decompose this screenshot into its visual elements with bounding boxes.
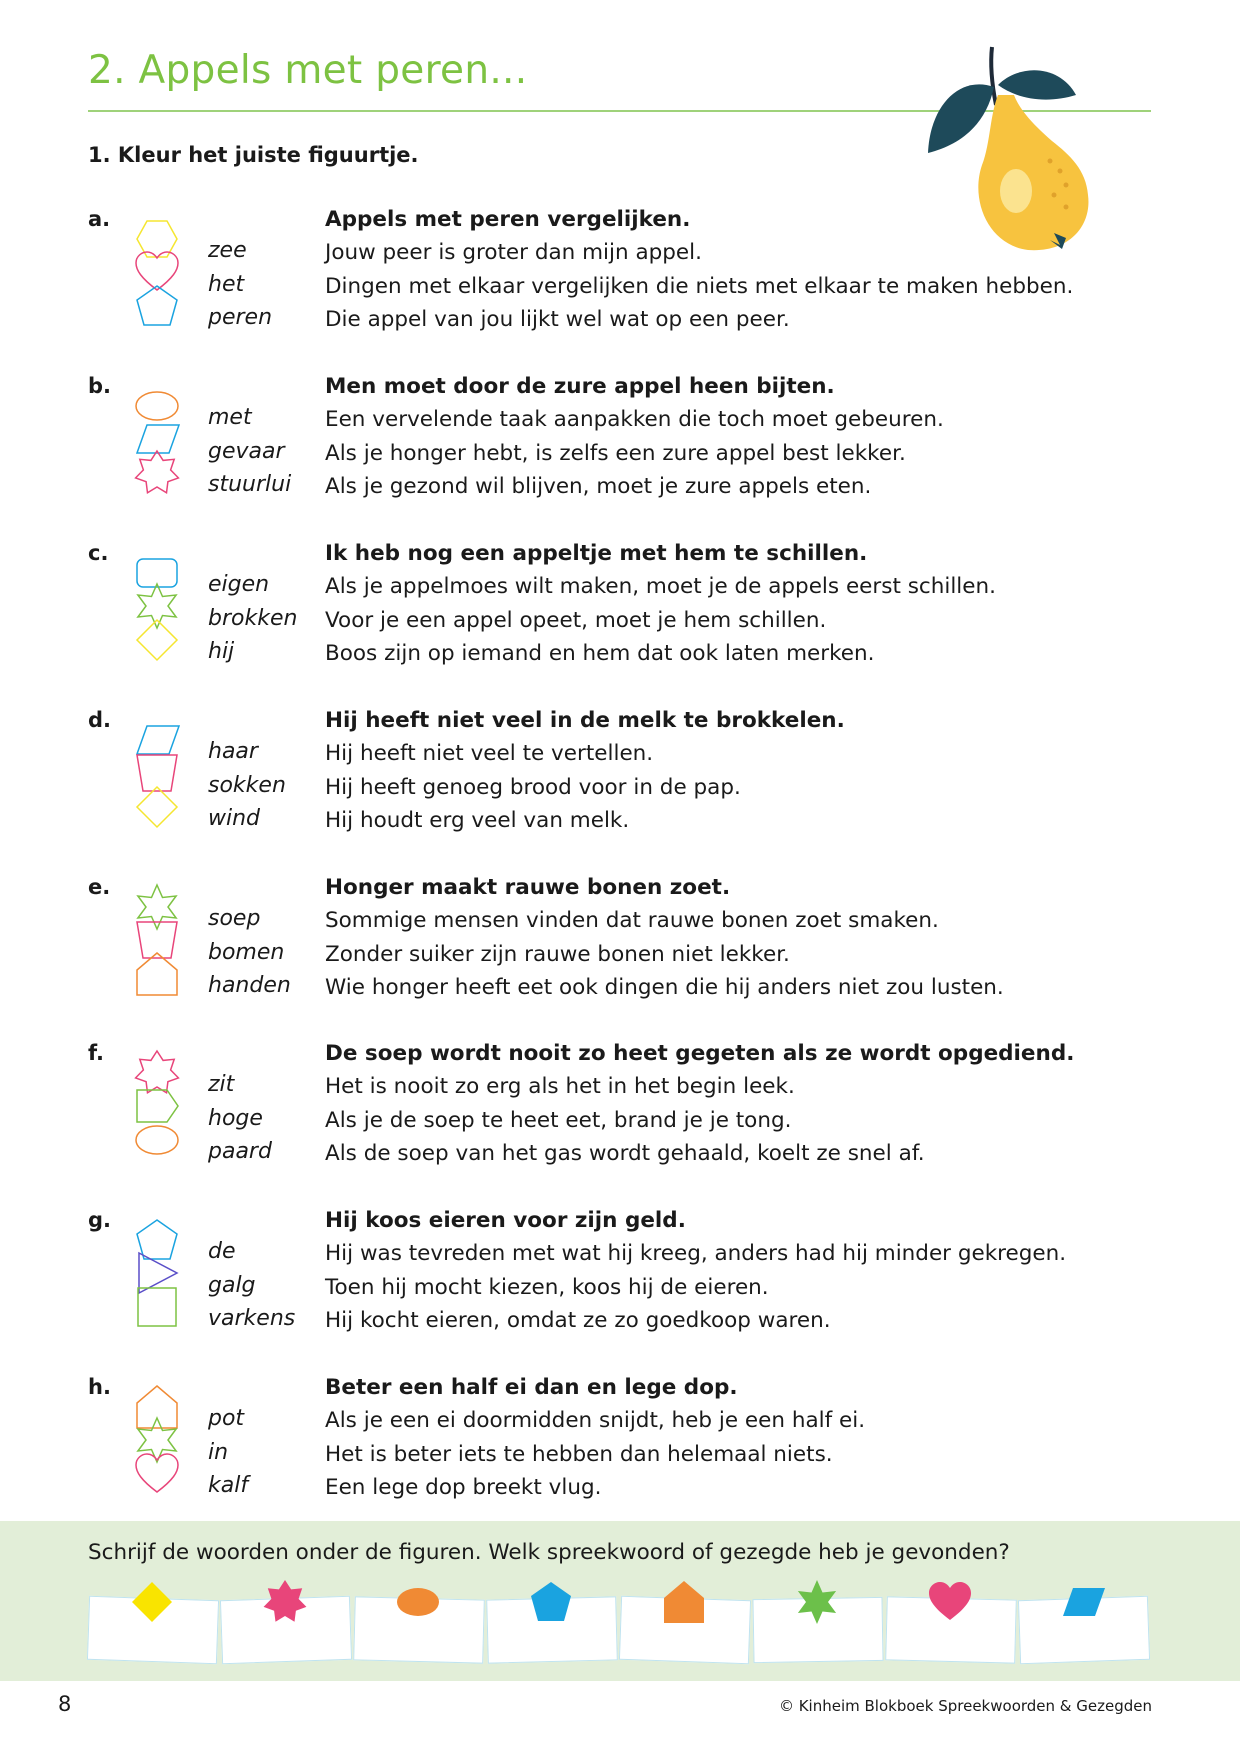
exercise-d: [88, 708, 1168, 878]
parallelogram-icon: [1059, 1578, 1107, 1626]
meaning-option: Hij kocht eieren, omdat ze zo goedkoop waren.: [325, 1307, 831, 1333]
answer-word: sokken: [208, 772, 286, 798]
meaning-option: Boos zijn op iemand en hem dat ook laten merken.: [325, 640, 875, 666]
answer-word: zit: [208, 1072, 235, 1098]
answer-word: stuurlui: [208, 471, 292, 497]
star7-icon[interactable]: [133, 449, 181, 489]
proverb-heading: Honger maakt rauwe bonen zoet.: [325, 875, 731, 900]
proverb-heading: Men moet door de zure appel heen bijten.: [325, 374, 835, 399]
answer-word: gevaar: [208, 438, 285, 464]
meaning-option: Als je de soep te heet eet, brand je je tong.: [325, 1107, 792, 1133]
proverb-heading: Beter een half ei dan en lege dop.: [325, 1375, 738, 1400]
answer-word: haar: [208, 739, 258, 765]
exercise-e: [88, 875, 1168, 1045]
copyright: © Kinheim Blokboek Spreekwoorden & Gezegden: [778, 1697, 1152, 1715]
answer-word: hij: [208, 638, 235, 664]
heart-icon[interactable]: [133, 1450, 181, 1490]
exercise-letter: e.: [88, 875, 111, 899]
star6-icon: [793, 1578, 841, 1626]
star7-icon: [261, 1578, 309, 1626]
instruction: 1. Kleur het juiste figuurtje.: [88, 143, 419, 167]
exercise-letter: g.: [88, 1208, 112, 1232]
meaning-option: Hij houdt erg veel van melk.: [325, 807, 630, 833]
meaning-option: Als je appelmoes wilt maken, moet je de appels eerst schillen.: [325, 574, 996, 600]
meaning-option: Een lege dop breekt vlug.: [325, 1474, 602, 1500]
answer-word: peren: [208, 304, 273, 330]
meaning-option: Voor je een appel opeet, moet je hem schillen.: [325, 607, 827, 633]
diamond-icon: [128, 1578, 176, 1626]
answer-word: de: [208, 1239, 236, 1265]
exercise-letter: h.: [88, 1375, 111, 1399]
meaning-option: Hij was tevreden met wat hij kreeg, anders had hij minder gekregen.: [325, 1241, 1067, 1267]
exercise-letter: b.: [88, 374, 112, 398]
meaning-option: Jouw peer is groter dan mijn appel.: [325, 240, 702, 266]
meaning-option: Dingen met elkaar vergelijken die niets met elkaar te maken hebben.: [325, 273, 1074, 299]
house-icon[interactable]: [133, 950, 181, 990]
oval-icon[interactable]: [133, 1116, 181, 1156]
meaning-option: Toen hij mocht kiezen, koos hij de eieren.: [325, 1274, 769, 1300]
meaning-option: Als je een ei doormidden snijdt, heb je een half ei.: [325, 1408, 866, 1434]
answer-word: het: [208, 271, 245, 297]
oval-icon: [394, 1578, 442, 1626]
exercise-letter: f.: [88, 1041, 104, 1065]
answer-word: bomen: [208, 939, 285, 965]
answer-word: eigen: [208, 572, 270, 598]
answer-word: hoge: [208, 1105, 263, 1131]
answer-word: handen: [208, 972, 291, 998]
answer-word: in: [208, 1439, 229, 1465]
exercise-letter: a.: [88, 207, 111, 231]
answer-word: soep: [208, 906, 261, 932]
diamond-icon[interactable]: [133, 783, 181, 823]
exercise-letter: c.: [88, 541, 109, 565]
exercise-f: [88, 1041, 1168, 1211]
meaning-option: Het is beter iets te hebben dan helemaal niets.: [325, 1441, 833, 1467]
meaning-option: Als je gezond wil blijven, moet je zure appels eten.: [325, 473, 872, 499]
exercise-b: [88, 374, 1168, 544]
pentagon-icon[interactable]: [133, 282, 181, 322]
answer-word: pot: [208, 1406, 245, 1432]
meaning-option: Hij heeft genoeg brood voor in de pap.: [325, 774, 741, 800]
meaning-option: Die appel van jou lijkt wel wat op een peer.: [325, 306, 790, 332]
heart-icon: [926, 1578, 974, 1626]
page-title: 2. Appels met peren...: [88, 48, 528, 93]
answer-word: galg: [208, 1272, 256, 1298]
proverb-heading: Appels met peren vergelijken.: [325, 207, 691, 232]
meaning-option: Wie honger heeft eet ook dingen die hij anders niet zou lusten.: [325, 974, 1004, 1000]
exercise-g: [88, 1208, 1168, 1378]
exercise-c: [88, 541, 1168, 711]
answer-question: Schrijf de woorden onder de figuren. Welk spreekwoord of gezegde heb je gevonden?: [88, 1540, 1010, 1565]
meaning-option: Zonder suiker zijn rauwe bonen niet lekker.: [325, 941, 790, 967]
proverb-heading: Hij koos eieren voor zijn geld.: [325, 1208, 686, 1233]
answer-word: brokken: [208, 605, 298, 631]
answer-word: wind: [208, 805, 261, 831]
meaning-option: Als de soep van het gas wordt gehaald, koelt ze snel af.: [325, 1140, 925, 1166]
house-icon: [660, 1578, 708, 1626]
answer-word: paard: [208, 1138, 272, 1164]
proverb-heading: De soep wordt nooit zo heet gegeten als ze wordt opgediend.: [325, 1041, 1075, 1066]
meaning-option: Als je honger hebt, is zelfs een zure appel best lekker.: [325, 440, 906, 466]
answer-word: zee: [208, 238, 247, 264]
answer-word: kalf: [208, 1472, 249, 1498]
square-icon[interactable]: [133, 1283, 181, 1323]
diamond-icon[interactable]: [133, 616, 181, 656]
exercise-h: [88, 1375, 1168, 1545]
page-number: 8: [58, 1692, 72, 1716]
answer-word: varkens: [208, 1305, 296, 1331]
meaning-option: Hij heeft niet veel te vertellen.: [325, 741, 654, 767]
pentagon-icon: [527, 1578, 575, 1626]
meaning-option: Sommige mensen vinden dat rauwe bonen zoet smaken.: [325, 908, 939, 934]
proverb-heading: Hij heeft niet veel in de melk te brokkelen.: [325, 708, 845, 733]
exercise-letter: d.: [88, 708, 112, 732]
answer-word: met: [208, 405, 252, 431]
proverb-heading: Ik heb nog een appeltje met hem te schillen.: [325, 541, 868, 566]
meaning-option: Een vervelende taak aanpakken die toch moet gebeuren.: [325, 407, 944, 433]
meaning-option: Het is nooit zo erg als het in het begin leek.: [325, 1074, 795, 1100]
exercise-a: [88, 207, 1168, 377]
